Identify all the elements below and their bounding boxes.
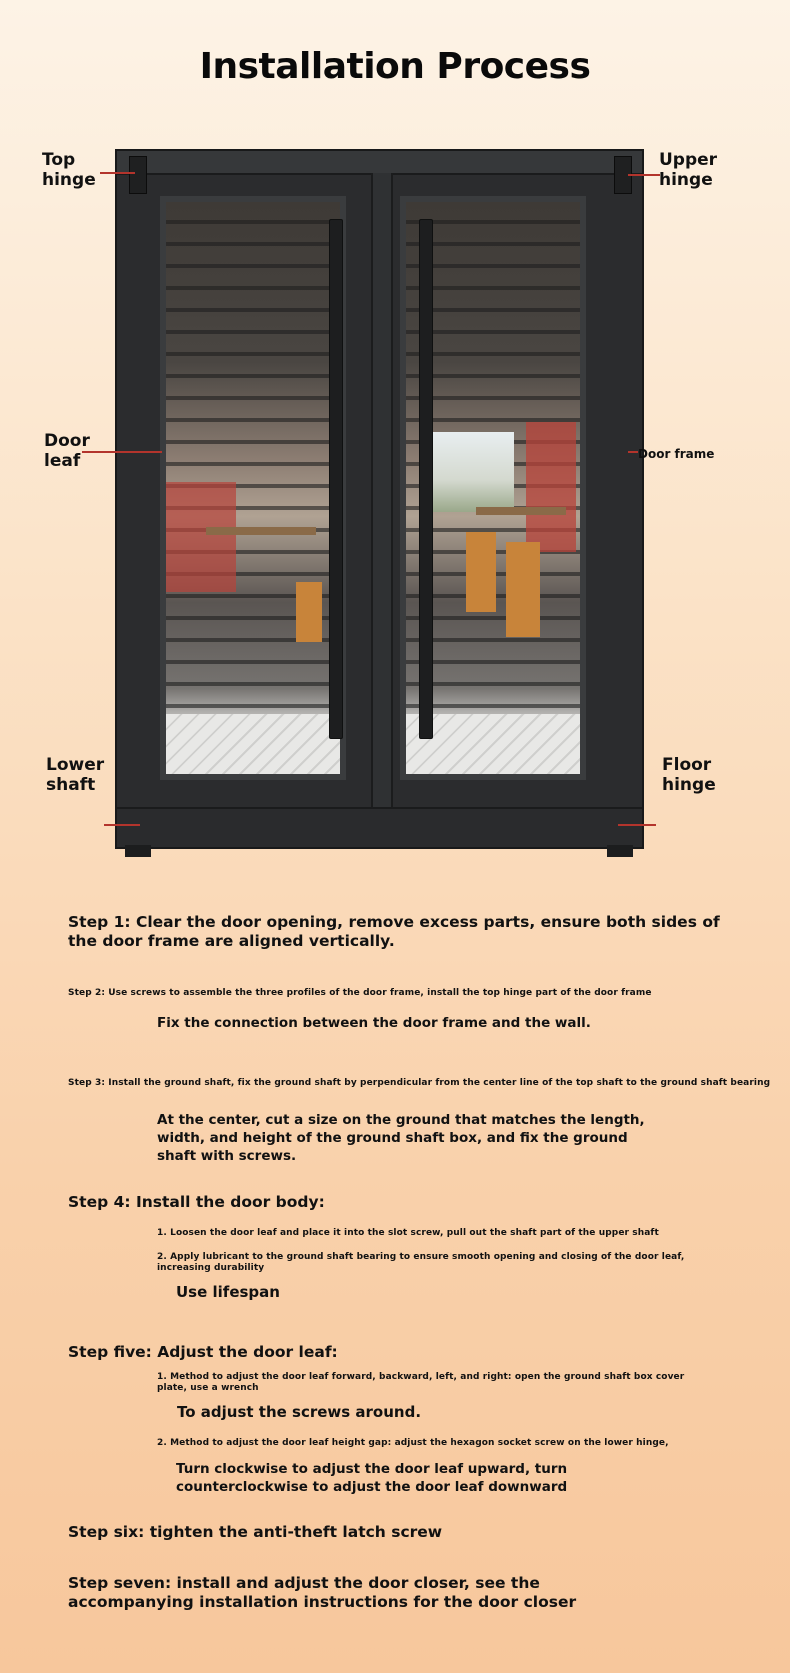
interior-floor [166, 714, 340, 774]
label-lower-shaft: Lower shaft [46, 755, 105, 795]
step-2-body: Fix the connection between the door frame and the wall. [157, 1015, 591, 1031]
frame-bottom-bar [117, 807, 642, 847]
step-5-title: Step five: Adjust the door leaf: [68, 1343, 338, 1361]
step-4-item-2: 2. Apply lubricant to the ground shaft bearing to ensure smooth opening and closing of the door leaf, increasing durability [157, 1252, 685, 1273]
interior-wall-panel [526, 422, 576, 552]
floor-hinge-pointer [618, 824, 656, 826]
page-title: Installation Process [199, 46, 591, 87]
step-1: Step 1: Clear the door opening, remove excess parts, ensure both sides of the door frame are aligned vertically. [68, 913, 720, 950]
frame-foot-right [607, 845, 633, 857]
step-7: Step seven: install and adjust the door closer, see the accompanying installation instructions for the door closer [68, 1574, 577, 1611]
step-4-item-1: 1. Loosen the door leaf and place it into the slot screw, pull out the shaft part of the upper shaft [157, 1228, 659, 1238]
frame-top-bar [117, 151, 642, 175]
door-illustration [0, 140, 790, 860]
interior-chair [506, 542, 540, 637]
interior-table [206, 527, 316, 535]
step-2-title: Step 2: Use screws to assemble the three profiles of the door frame, install the top hinge part of the door frame [68, 988, 652, 998]
step-5-item-2-body: Turn clockwise to adjust the door leaf upward, turn counterclockwise to adjust the door leaf downward [176, 1461, 568, 1495]
step-3-body: At the center, cut a size on the ground that matches the length, width, and height of the ground shaft box, and fix the ground shaft with screws. [157, 1112, 645, 1164]
step-5-item-2: 2. Method to adjust the door leaf height gap: adjust the hexagon socket screw on the lower hinge, [157, 1438, 669, 1448]
right-door-handle [419, 219, 433, 739]
step-5-item-1-body: To adjust the screws around. [177, 1403, 422, 1421]
label-upper-hinge: Upper hinge [659, 150, 718, 190]
door-frame-graphic [115, 149, 644, 849]
label-top-hinge: Top hinge [42, 150, 96, 190]
left-door-handle [329, 219, 343, 739]
step-4-title: Step 4: Install the door body: [68, 1193, 325, 1211]
label-door-frame: Door frame [638, 447, 715, 461]
interior-wall-panel [166, 482, 236, 592]
top-hinge-pointer [100, 172, 135, 174]
step-5-item-1: 1. Method to adjust the door leaf forward, backward, left, and right: open the ground shaft box cover plate, use a wrench [157, 1372, 685, 1393]
interior-window [424, 432, 514, 512]
interior-chair [466, 532, 496, 612]
upper-hinge-pointer [628, 174, 660, 176]
top-hinge-block [129, 156, 147, 194]
lower-shaft-pointer [104, 824, 140, 826]
step-3-title: Step 3: Install the ground shaft, fix the ground shaft by perpendicular from the center line of the top shaft to the ground shaft bearing [68, 1078, 771, 1088]
label-door-leaf: Door leaf [44, 431, 90, 471]
door-leaf-pointer [82, 451, 162, 453]
label-floor-hinge: Floor hinge [662, 755, 716, 795]
left-door-leaf-glass [160, 196, 346, 780]
frame-foot-left [125, 845, 151, 857]
interior-chair [296, 582, 322, 642]
step-6: Step six: tighten the anti-theft latch screw [68, 1523, 443, 1541]
step-4-item-2-body: Use lifespan [176, 1283, 280, 1301]
door-frame-pointer [628, 451, 638, 453]
frame-middle-post [371, 173, 393, 847]
interior-table [476, 507, 566, 515]
